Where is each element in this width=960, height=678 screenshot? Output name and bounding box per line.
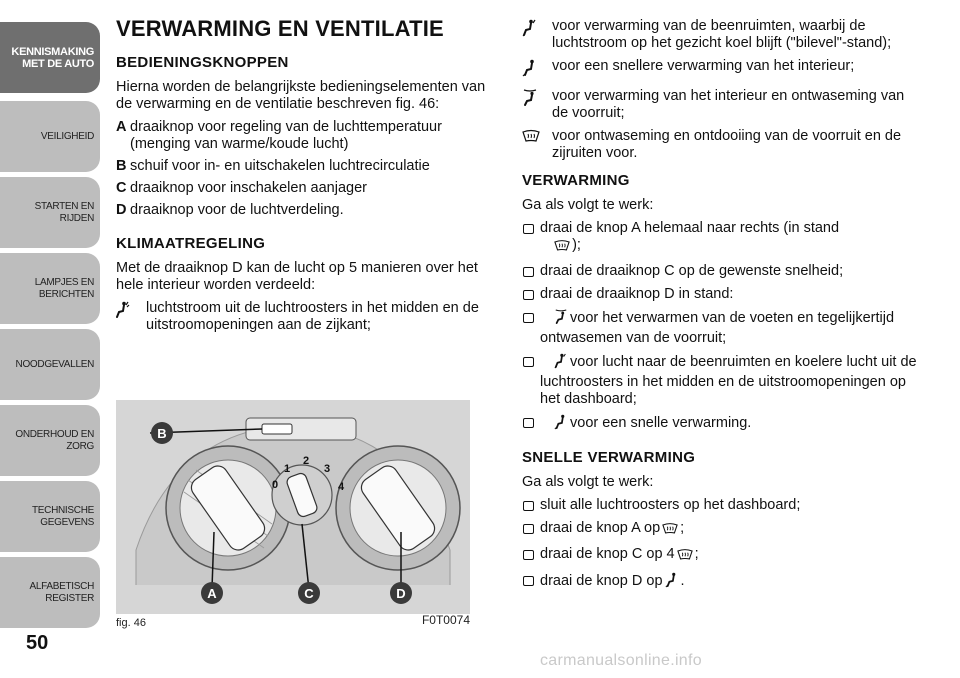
right-column (522, 18, 922, 599)
checkbox-bullet-icon (523, 501, 534, 511)
mode-item: voor verwarming van het interieur en ontwaseming van de voorruit; (522, 88, 922, 122)
feet-icon (665, 572, 679, 593)
checkbox-bullet-icon (523, 313, 534, 323)
list-item: voor een snelle verwarming. (522, 414, 922, 435)
fan-speed-label: 1 (284, 463, 291, 475)
bilevel-icon (554, 353, 568, 374)
checkbox-bullet-icon (523, 290, 534, 300)
tab-veiligheid[interactable]: VEILIGHEID (0, 101, 100, 172)
feet-icon (522, 58, 552, 82)
list-item: draai de draaiknop D in stand: (522, 286, 922, 303)
fan-speed-label: 2 (303, 455, 310, 467)
controls-heading: BEDIENINGSKNOPPEN (116, 54, 289, 71)
control-item: B schuif voor in- en uitschakelen luchtrecirculatie (116, 158, 430, 174)
list-item: draai de knop D op . (522, 572, 922, 593)
checkbox-bullet-icon (523, 524, 534, 534)
heating-heading: VERWARMING (522, 172, 630, 189)
windscreen-defrost-icon (662, 522, 678, 540)
callout-a: A (207, 586, 217, 601)
feet-defrost-icon (554, 309, 568, 330)
list-item: draai de knop A helemaal naar rechts (in stand ); (522, 220, 922, 257)
feet-defrost-icon (522, 88, 552, 122)
mode-item: voor ontwaseming en ontdooiing van de voorruit en de zijruiten voor. (522, 128, 922, 162)
list-item: voor lucht naar de beenruimten en koelere lucht uit de luchtroosters in het midden en de uitstroomopeningen op het dashboard; (522, 353, 922, 408)
control-item: C draaiknop voor inschakelen aanjager (116, 180, 367, 196)
heating-intro: Ga als volgt te werk: (522, 197, 654, 213)
checkbox-bullet-icon (523, 550, 534, 560)
checkbox-bullet-icon (523, 224, 534, 234)
climate-intro: Met de draaiknop D kan de lucht op 5 manieren over het hele interieur worden verdeeld: (116, 260, 478, 293)
list-item: draai de knop C op 4 ; (522, 546, 922, 566)
figure-caption: fig. 46 (116, 617, 146, 629)
windscreen-defrost-icon (522, 128, 552, 162)
list-item: draai de draaiknop C op de gewenste snelheid; (522, 263, 922, 280)
fan-speed-label: 4 (338, 481, 345, 493)
face-vent-icon (116, 300, 146, 334)
quick-intro: Ga als volgt te werk: (522, 474, 654, 490)
list-item: voor het verwarmen van de voeten en tegelijkertijd ontwasemen van de voorruit; (522, 309, 922, 347)
fan-speed-label: 0 (272, 479, 279, 491)
left-column (116, 16, 502, 340)
callout-c: C (304, 586, 314, 601)
callout-d: D (396, 586, 406, 601)
figure-46 (116, 400, 470, 632)
list-item: sluit alle luchtroosters op het dashboard; (522, 497, 922, 514)
tab-register[interactable]: ALFABETISCH REGISTER (0, 557, 100, 628)
climate-heading: KLIMAATREGELING (116, 235, 266, 252)
callout-b: B (157, 426, 167, 441)
figure-code: F0T0074 (421, 613, 470, 627)
control-item: D draaiknop voor de luchtverdeling. (116, 202, 344, 218)
checkbox-bullet-icon (523, 418, 534, 428)
checkbox-bullet-icon (523, 357, 534, 367)
watermark: carmanualsonline.info (540, 652, 702, 669)
tab-lampjes[interactable]: LAMPJES EN BERICHTEN (0, 253, 100, 324)
page-title: VERWARMING EN VENTILATIE (116, 16, 444, 41)
feet-icon (554, 414, 568, 435)
windscreen-defrost-icon (554, 239, 570, 257)
tab-noodgevallen[interactable]: NOODGEVALLEN (0, 329, 100, 400)
tab-onderhoud[interactable]: ONDERHOUD EN ZORG (0, 405, 100, 476)
page-number: 50 (26, 632, 49, 654)
bilevel-icon (522, 18, 552, 52)
list-item: draai de knop A op ; (522, 520, 922, 540)
quick-heading: SNELLE VERWARMING (522, 449, 696, 466)
tab-technische[interactable]: TECHNISCHE GEGEVENS (0, 481, 100, 552)
control-item: A draaiknop voor regeling van de luchttemperatuur (menging van warme/koude lucht) (116, 119, 442, 152)
checkbox-bullet-icon (523, 576, 534, 586)
tab-kennismaking[interactable]: KENNISMAKING MET DE AUTO (0, 22, 100, 93)
tab-starten[interactable]: STARTEN EN RIJDEN (0, 177, 100, 248)
fan-speed-label: 3 (324, 463, 331, 475)
checkbox-bullet-icon (523, 267, 534, 277)
windscreen-defrost-icon (677, 548, 693, 566)
controls-intro: Hierna worden de belangrijkste bedieningselementen van de verwarming en de ventilatie beschreven fig. 46: (116, 79, 486, 112)
mode-item: voor verwarming van de beenruimten, waarbij de luchtstroom op het gezicht koel blijft ("bilevel"-stand); (522, 18, 922, 52)
mode-item: voor een snellere verwarming van het interieur; (522, 58, 922, 82)
climate-mode-item: luchtstroom uit de luchtroosters in het midden en de uitstroomopeningen aan de zijkant; (116, 300, 502, 334)
heater-panel-illustration (116, 400, 470, 614)
